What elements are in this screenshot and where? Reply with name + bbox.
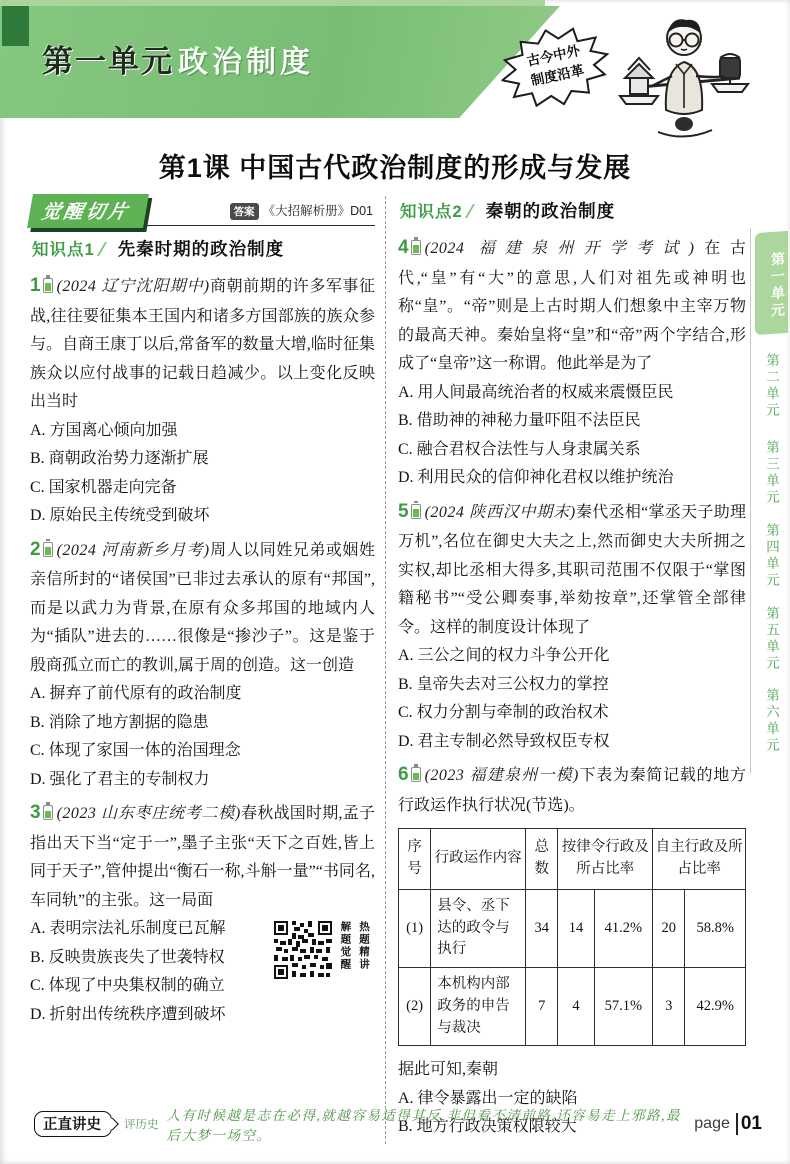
scholar-mascot-icon bbox=[612, 12, 752, 140]
kp-divider bbox=[97, 242, 115, 256]
left-column bbox=[30, 196, 386, 1144]
kp-divider bbox=[465, 204, 483, 218]
cell: 7 bbox=[526, 968, 558, 1046]
difficulty-battery-icon bbox=[43, 278, 53, 293]
kp1-label: 知识点1 bbox=[32, 241, 95, 259]
option: D. 原始民主传统受到破坏 bbox=[30, 507, 210, 525]
admin-operations-table bbox=[398, 828, 746, 1046]
question-2-source: (2024 河南新乡月考) bbox=[56, 541, 210, 559]
question-6-after-table: 据此可知,秦朝 bbox=[398, 1061, 499, 1079]
option: A. 方国离心倾向加强 bbox=[30, 421, 178, 439]
question-2 bbox=[30, 533, 375, 795]
question-3-options bbox=[30, 915, 375, 1029]
qr-label-2: 热题精讲 bbox=[358, 921, 370, 972]
battery-fill bbox=[413, 245, 419, 253]
question-1-stem: 商朝前期的许多军事征战,往往要征集本王国内和诸多方国部族的族众参与。自商王康丁以后,常备军的数量大增,临时征集族众以应付战事的记载日趋减少。以上变化反映出当时 bbox=[30, 278, 375, 411]
option: A. 摒弃了前代原有的政治制度 bbox=[30, 685, 242, 703]
question-3 bbox=[30, 796, 375, 1029]
page-indicator bbox=[694, 1113, 762, 1135]
table-row bbox=[399, 889, 746, 967]
option: B. 借助神的神秘力量吓阻不法臣民 bbox=[398, 412, 641, 430]
question-4-source: (2024 福建泉州开学考试) bbox=[424, 240, 695, 257]
qr-labels bbox=[336, 921, 373, 971]
option: B. 地方行政决策权限较大 bbox=[398, 1118, 577, 1136]
difficulty-battery-icon bbox=[411, 240, 421, 255]
page-number: 01 bbox=[740, 1113, 762, 1134]
question-1-options bbox=[30, 417, 375, 531]
right-column bbox=[386, 196, 746, 1144]
battery-fill bbox=[45, 283, 51, 291]
question-2-number: 2 bbox=[30, 538, 41, 560]
knowledge-point-1 bbox=[32, 236, 375, 261]
cell: 4 bbox=[558, 968, 594, 1046]
header-corner-block bbox=[2, 6, 29, 46]
cell: 57.1% bbox=[594, 968, 653, 1046]
option: C. 体现了中央集权制的确立 bbox=[30, 977, 225, 995]
col-header: 行政运作内容 bbox=[431, 829, 526, 890]
cell: (2) bbox=[399, 968, 431, 1046]
question-6-stem: 下表为秦简记载的地方行政运作执行状况(节选)。 bbox=[398, 767, 746, 814]
col-header: 按律令行政及所占比率 bbox=[558, 829, 653, 890]
table-header-row bbox=[399, 829, 746, 890]
option: A. 用人间最高统治者的权威来震慑臣民 bbox=[398, 383, 674, 401]
cell: 14 bbox=[558, 889, 594, 967]
lesson-title: 第1课 中国古代政治制度的形成与发展 bbox=[158, 153, 632, 183]
question-5-source: (2024 陕西汉中期末) bbox=[424, 503, 576, 521]
question-3-source: (2023 山东枣庄统考二模) bbox=[56, 805, 241, 823]
battery-fill bbox=[45, 811, 51, 819]
option: C. 国家机器走向完备 bbox=[30, 478, 177, 496]
battery-fill bbox=[45, 547, 51, 555]
option: C. 权力分割与牵制的政治权术 bbox=[398, 704, 609, 722]
cell: 20 bbox=[653, 889, 685, 967]
question-5-options bbox=[398, 642, 746, 756]
cell: 县令、丞下达的政令与执行 bbox=[431, 889, 526, 967]
tab-unit-5: 第五单元 bbox=[764, 606, 779, 672]
difficulty-battery-icon bbox=[43, 805, 53, 820]
tab-unit-1-active: 第一单元 bbox=[755, 231, 788, 335]
difficulty-battery-icon bbox=[411, 767, 421, 782]
section-header bbox=[30, 196, 375, 226]
question-1 bbox=[30, 269, 375, 531]
col-header: 序号 bbox=[399, 829, 431, 890]
unit-tab-strip bbox=[750, 228, 790, 773]
page-word: page bbox=[694, 1115, 730, 1132]
footer-label: 评历史 bbox=[124, 1119, 159, 1131]
cell: 3 bbox=[653, 968, 685, 1046]
kp1-title: 先秦时期的政治制度 bbox=[117, 239, 285, 259]
question-5 bbox=[398, 495, 746, 757]
cell: 41.2% bbox=[594, 889, 653, 967]
question-3-number: 3 bbox=[30, 802, 41, 824]
question-1-source: (2024 辽宁沈阳期中) bbox=[56, 278, 210, 295]
tab-unit-6: 第六单元 bbox=[764, 688, 779, 754]
option: A. 表明宗法礼乐制度已瓦解 bbox=[30, 920, 226, 938]
difficulty-battery-icon bbox=[411, 504, 421, 519]
question-4-options bbox=[398, 379, 746, 493]
footer-quote: 人有时候越是志在必得,就越容易适得其反,非但看不清前路,还容易走上邪路,最后大梦一场空。 bbox=[166, 1108, 681, 1143]
content-columns bbox=[30, 196, 746, 1144]
tab-unit-2: 第二单元 bbox=[764, 353, 779, 419]
question-3-stem: 春秋战国时期,孟子指出天下当“定于一”,墨子主张“天下之百姓,皆上同于天子”,管仲提出“衡石一称,斗斛一量”“书同名,车同轨”的主张。这一局面 bbox=[30, 805, 375, 909]
col-header: 总数 bbox=[526, 829, 558, 890]
option: A. 三公之间的权力斗争公开化 bbox=[398, 647, 610, 665]
option: B. 消除了地方割据的隐患 bbox=[30, 713, 209, 731]
option: B. 皇帝失去对三公权力的掌控 bbox=[398, 675, 609, 693]
option: C. 融合君权合法性与人身隶属关系 bbox=[398, 440, 641, 458]
qr-block bbox=[274, 921, 373, 979]
knowledge-point-2 bbox=[400, 198, 746, 223]
question-4-stem: 在古代,“皇”有“大”的意思,人们对祖先或神明也称“皇”。“帝”则是上古时期人们想象中主宰万物的最高天神。秦始皇将“皇”和“帝”两个字结合,形成了“皇帝”这一称谓。他此举是为了 bbox=[398, 240, 746, 373]
option: B. 反映贵族丧失了世袭特权 bbox=[30, 948, 225, 966]
question-1-number: 1 bbox=[30, 275, 41, 296]
option: C. 体现了家国一体的治国理念 bbox=[30, 742, 241, 760]
question-4 bbox=[398, 231, 746, 493]
starburst-line1: 古今中外 bbox=[525, 42, 582, 69]
starburst-line2: 制度沿革 bbox=[529, 61, 586, 88]
battery-fill bbox=[413, 509, 419, 517]
answer-reference bbox=[230, 201, 373, 220]
page-divider bbox=[736, 1113, 738, 1135]
qr-code-icon bbox=[274, 921, 332, 979]
option: D. 君主专制必然导致权臣专权 bbox=[398, 732, 610, 750]
question-5-stem: 秦代丞相“掌丞天子助理万机”,名位在御史大夫之上,然而御史大夫所拥之实权,却比丞相大得多,其职司范围不仅限于“掌图籍秘书”“受公卿奏事,举劾按章”,还掌管全部律令。这样的制度设计体现了 bbox=[398, 503, 746, 636]
section-banner: 觉醒切片 bbox=[27, 194, 149, 228]
question-6-source: (2023 福建泉州一模) bbox=[424, 767, 579, 785]
tab-unit-4: 第四单元 bbox=[764, 523, 779, 589]
kp2-label: 知识点2 bbox=[400, 203, 463, 221]
option: D. 利用民众的信仰神化君权以维护统治 bbox=[398, 469, 674, 487]
question-6-number: 6 bbox=[398, 764, 409, 786]
unit-label: 第一单元 bbox=[42, 44, 174, 79]
answer-ref-text: 《大招解析册》D01 bbox=[262, 204, 373, 218]
col-header: 自主行政及所占比率 bbox=[653, 829, 746, 890]
difficulty-battery-icon bbox=[43, 542, 53, 557]
cell: 本机构内部政务的申告与裁决 bbox=[431, 968, 526, 1046]
qr-label-1: 解题觉醒 bbox=[339, 921, 352, 972]
question-6 bbox=[398, 758, 746, 1142]
cell: 34 bbox=[526, 889, 558, 967]
page-footer bbox=[34, 1104, 762, 1144]
question-2-stem: 周人以同姓兄弟或姻姓亲信所封的“诸侯国”已非过去承认的原有“邦国”,而是以武力为背景,在原有众多邦国的地域内人为“插队”进去的……很像是“掺沙子”。这是鉴于殷商孤立而亡的教训,属于周的创造。这一创造 bbox=[30, 541, 375, 674]
kp2-title: 秦朝的政治制度 bbox=[485, 201, 616, 221]
option: D. 强化了君主的专制权力 bbox=[30, 770, 210, 788]
question-4-number: 4 bbox=[398, 237, 409, 258]
option: D. 折射出传统秩序遭到破坏 bbox=[30, 1005, 226, 1023]
question-5-number: 5 bbox=[398, 500, 409, 522]
option: B. 商朝政治势力逐渐扩展 bbox=[30, 450, 209, 468]
answer-badge: 答案 bbox=[230, 203, 259, 220]
unit-header bbox=[0, 0, 790, 140]
cell: (1) bbox=[399, 889, 431, 967]
unit-title: 政治制度 bbox=[178, 46, 314, 79]
tab-unit-3: 第三单元 bbox=[764, 440, 779, 506]
brand-badge: 正直讲史 bbox=[34, 1111, 112, 1137]
cell: 58.8% bbox=[685, 889, 746, 967]
option: A. 律令暴露出一定的缺陷 bbox=[398, 1089, 578, 1107]
question-2-options bbox=[30, 680, 375, 794]
battery-fill bbox=[413, 773, 419, 781]
cell: 42.9% bbox=[685, 968, 746, 1046]
table-row bbox=[399, 968, 746, 1046]
